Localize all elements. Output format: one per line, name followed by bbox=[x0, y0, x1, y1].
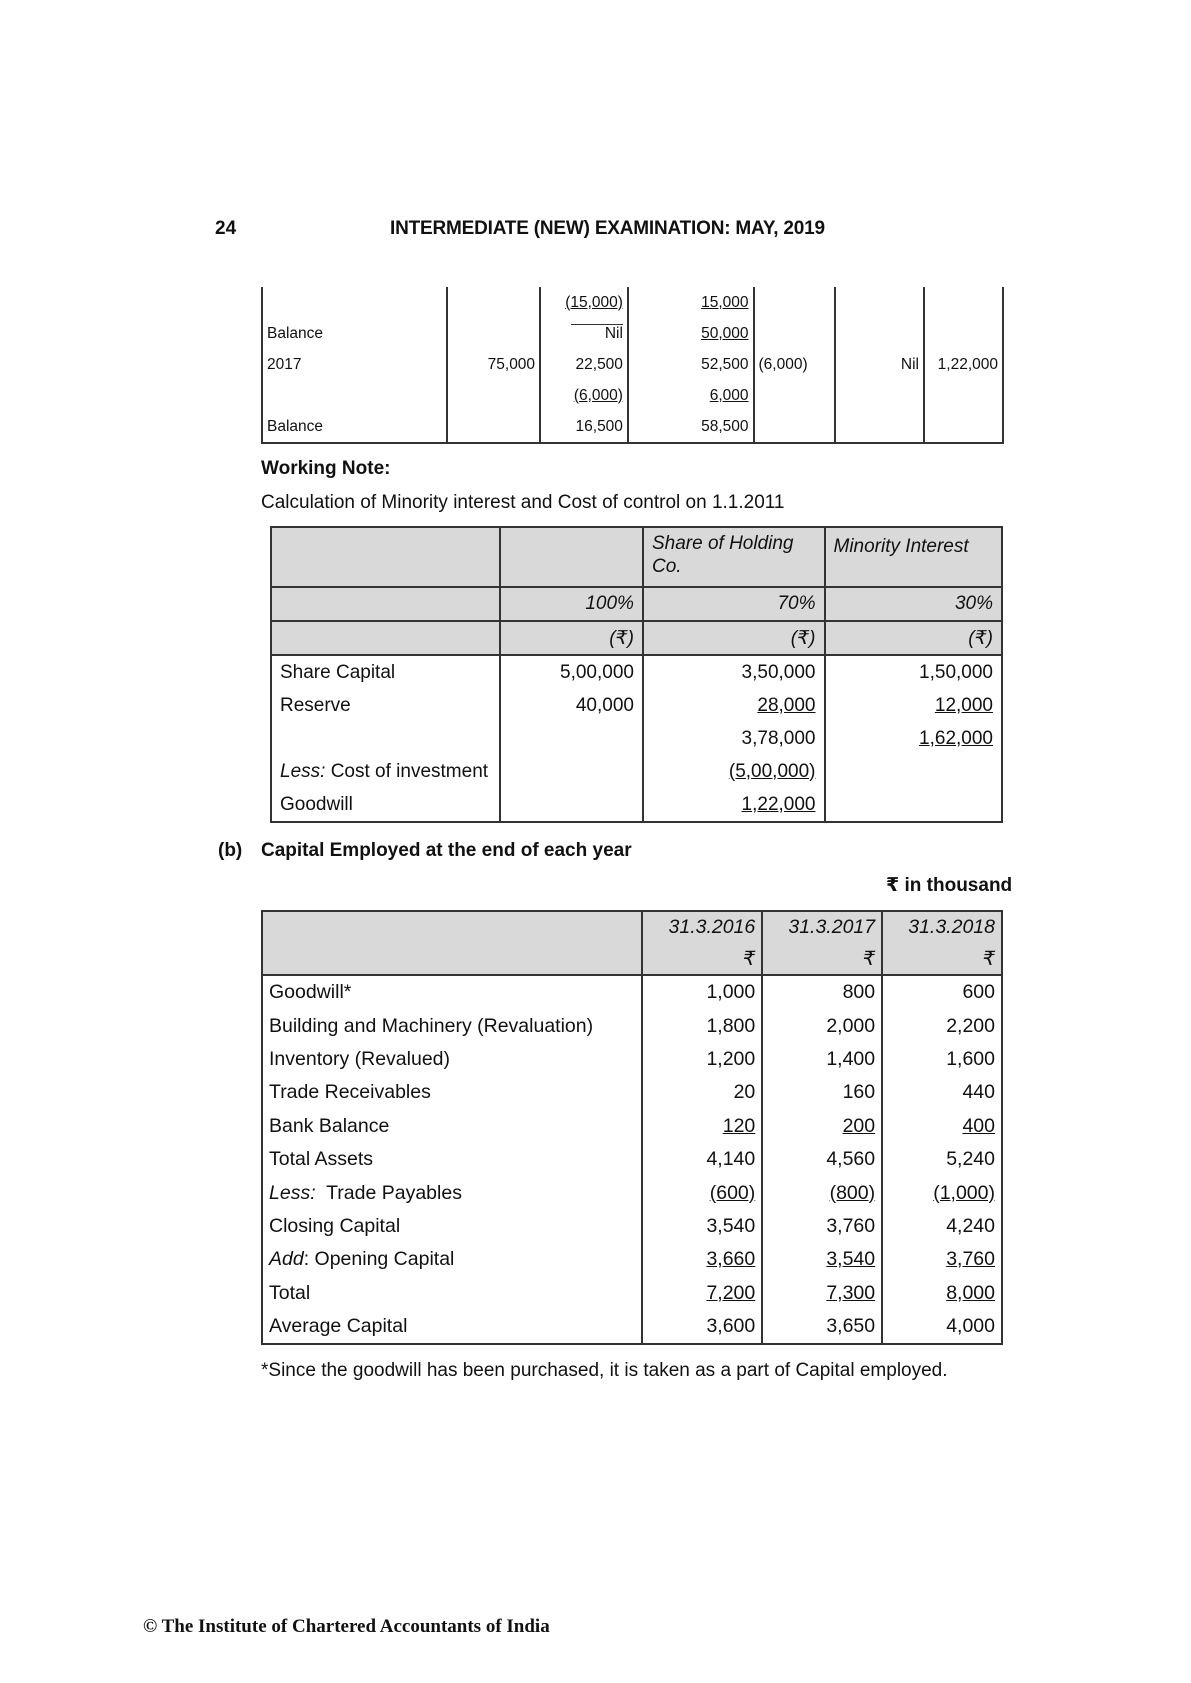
table-cell bbox=[500, 788, 643, 822]
table-cell bbox=[540, 318, 628, 349]
table-cell: 16,500 bbox=[540, 411, 628, 443]
table-cell bbox=[825, 755, 1003, 788]
header-cell: 31.3.2017 bbox=[762, 911, 882, 943]
table-row bbox=[262, 380, 1003, 411]
table-cell: (800) bbox=[762, 1176, 882, 1209]
table-row bbox=[262, 1210, 1002, 1243]
table-cell bbox=[500, 722, 643, 755]
table-cell: 1,50,000 bbox=[825, 655, 1003, 689]
table-row bbox=[262, 411, 1003, 443]
table-cell: 120 bbox=[642, 1110, 762, 1143]
row-label bbox=[262, 1243, 642, 1276]
table-row bbox=[262, 1009, 1002, 1042]
row-label: Total bbox=[262, 1277, 642, 1310]
table-row bbox=[271, 655, 1002, 689]
row-label: Average Capital bbox=[262, 1310, 642, 1344]
row-label-text: : Opening Capital bbox=[303, 1248, 455, 1271]
table-header-row bbox=[271, 587, 1002, 621]
header-cell: 70% bbox=[643, 587, 825, 621]
table-cell bbox=[924, 411, 1003, 443]
row-label bbox=[271, 755, 500, 788]
header-cell bbox=[271, 587, 500, 621]
table-cell bbox=[447, 411, 540, 443]
table-cell: 75,000 bbox=[447, 349, 540, 380]
header-cell: Share of Holding Co. bbox=[643, 527, 825, 587]
table-row bbox=[262, 287, 1003, 318]
header-cell: (₹) bbox=[825, 621, 1003, 655]
minority-interest-table bbox=[270, 526, 1003, 823]
table-cell: 3,650 bbox=[762, 1310, 882, 1344]
capital-employed-table bbox=[261, 910, 1003, 1345]
table-cell bbox=[754, 380, 836, 411]
table-row bbox=[262, 318, 1003, 349]
row-label-text: Cost of investment bbox=[325, 760, 489, 782]
header-cell bbox=[271, 527, 500, 587]
table-cell: 52,500 bbox=[628, 349, 754, 380]
row-label-prefix: Less: bbox=[280, 760, 326, 782]
table-cell: 1,62,000 bbox=[825, 722, 1003, 755]
table-cell bbox=[835, 411, 924, 443]
table-cell bbox=[447, 318, 540, 349]
row-label: Share Capital bbox=[271, 655, 500, 689]
table-cell bbox=[825, 788, 1003, 822]
table-cell: 800 bbox=[762, 975, 882, 1009]
table-row bbox=[262, 1176, 1002, 1209]
unit-label: ₹ in thousand bbox=[886, 875, 1013, 896]
table-cell bbox=[924, 380, 1003, 411]
table-cell: 4,560 bbox=[762, 1143, 882, 1176]
page-number: 24 bbox=[215, 218, 237, 239]
table-row bbox=[271, 722, 1002, 755]
table-cell bbox=[447, 380, 540, 411]
table-header-row bbox=[262, 911, 1002, 943]
header-cell: 31.3.2016 bbox=[642, 911, 762, 943]
table-cell: 1,400 bbox=[762, 1043, 882, 1076]
row-label: Goodwill* bbox=[262, 975, 642, 1009]
table-cell bbox=[500, 755, 643, 788]
table-cell: 5,00,000 bbox=[500, 655, 643, 689]
table-row bbox=[262, 349, 1003, 380]
row-label bbox=[271, 722, 500, 755]
table-cell: Balance bbox=[262, 318, 447, 349]
table-cell: (6,000) bbox=[754, 349, 836, 380]
table-row bbox=[262, 1043, 1002, 1076]
table-cell bbox=[754, 411, 836, 443]
table-cell: (1,000) bbox=[882, 1176, 1002, 1209]
table-cell: 3,50,000 bbox=[643, 655, 825, 689]
table-row bbox=[271, 689, 1002, 722]
table-cell: 400 bbox=[882, 1110, 1002, 1143]
table-cell: Balance bbox=[262, 411, 447, 443]
table-cell: 3,600 bbox=[642, 1310, 762, 1344]
page-header-title: INTERMEDIATE (NEW) EXAMINATION: MAY, 2019 bbox=[390, 218, 825, 239]
table-cell: 58,500 bbox=[628, 411, 754, 443]
table-cell: 7,300 bbox=[762, 1277, 882, 1310]
table-cell: 15,000 bbox=[628, 287, 754, 318]
table-cell bbox=[924, 318, 1003, 349]
header-cell: ₹ bbox=[882, 943, 1002, 975]
table-cell: 1,800 bbox=[642, 1009, 762, 1042]
row-label: Building and Machinery (Revaluation) bbox=[262, 1009, 642, 1042]
table-cell: (5,00,000) bbox=[643, 755, 825, 788]
table-row bbox=[262, 1243, 1002, 1276]
table-row bbox=[271, 755, 1002, 788]
table-cell: 1,22,000 bbox=[643, 788, 825, 822]
header-cell: ₹ bbox=[642, 943, 762, 975]
table-cell bbox=[262, 287, 447, 318]
header-cell: (₹) bbox=[643, 621, 825, 655]
table-cell: 40,000 bbox=[500, 689, 643, 722]
table-cell: 160 bbox=[762, 1076, 882, 1109]
table-cell bbox=[835, 318, 924, 349]
section-label: (b) bbox=[218, 840, 243, 861]
table-cell: 6,000 bbox=[628, 380, 754, 411]
header-cell: 30% bbox=[825, 587, 1003, 621]
table-cell: 4,140 bbox=[642, 1143, 762, 1176]
table-cell: 5,240 bbox=[882, 1143, 1002, 1176]
working-note-subtitle: Calculation of Minority interest and Cost of control on 1.1.2011 bbox=[261, 492, 785, 513]
header-cell: (₹) bbox=[500, 621, 643, 655]
row-label bbox=[262, 1176, 642, 1209]
table-cell: 3,78,000 bbox=[643, 722, 825, 755]
header-cell: Minority Interest bbox=[825, 527, 1003, 587]
table-row bbox=[262, 975, 1002, 1009]
table-cell: 50,000 bbox=[628, 318, 754, 349]
table-row bbox=[262, 1310, 1002, 1344]
header-cell bbox=[271, 621, 500, 655]
row-label-text: Trade Payables bbox=[315, 1181, 462, 1204]
table-cell bbox=[835, 287, 924, 318]
nil-value: Nil bbox=[571, 324, 623, 343]
table-cell: 200 bbox=[762, 1110, 882, 1143]
table-cell: 22,500 bbox=[540, 349, 628, 380]
table-row bbox=[262, 1076, 1002, 1109]
carryover-table bbox=[261, 287, 1004, 444]
section-title: Capital Employed at the end of each year bbox=[261, 840, 632, 861]
table-header-row bbox=[271, 621, 1002, 655]
table-cell: 2,000 bbox=[762, 1009, 882, 1042]
row-label: Goodwill bbox=[271, 788, 500, 822]
table-cell: 2017 bbox=[262, 349, 447, 380]
table-cell: 4,000 bbox=[882, 1310, 1002, 1344]
table-cell: 1,200 bbox=[642, 1043, 762, 1076]
table-cell: 600 bbox=[882, 975, 1002, 1009]
table-cell: (600) bbox=[642, 1176, 762, 1209]
table-cell: 4,240 bbox=[882, 1210, 1002, 1243]
table-row bbox=[262, 1277, 1002, 1310]
table-cell: (6,000) bbox=[540, 380, 628, 411]
table-cell: (15,000) bbox=[540, 287, 628, 318]
header-cell: 100% bbox=[500, 587, 643, 621]
table-cell: 1,22,000 bbox=[924, 349, 1003, 380]
row-label-prefix: Add bbox=[269, 1248, 304, 1271]
row-label: Bank Balance bbox=[262, 1110, 642, 1143]
row-label: Trade Receivables bbox=[262, 1076, 642, 1109]
table-row bbox=[262, 1110, 1002, 1143]
table-cell: 3,660 bbox=[642, 1243, 762, 1276]
row-label: Reserve bbox=[271, 689, 500, 722]
table-cell: Nil bbox=[835, 349, 924, 380]
table-cell bbox=[835, 380, 924, 411]
table-cell: 28,000 bbox=[643, 689, 825, 722]
table-cell: 3,540 bbox=[762, 1243, 882, 1276]
header-cell: 31.3.2018 bbox=[882, 911, 1002, 943]
header-cell bbox=[262, 911, 642, 975]
table-cell: 440 bbox=[882, 1076, 1002, 1109]
table-cell: 8,000 bbox=[882, 1277, 1002, 1310]
working-note-heading: Working Note: bbox=[261, 458, 391, 479]
table-header-row bbox=[271, 527, 1002, 587]
table-cell: 1,000 bbox=[642, 975, 762, 1009]
table-cell: 3,540 bbox=[642, 1210, 762, 1243]
row-label-prefix: Less: bbox=[269, 1181, 316, 1204]
header-cell: ₹ bbox=[762, 943, 882, 975]
table-row bbox=[271, 788, 1002, 822]
row-label: Inventory (Revalued) bbox=[262, 1043, 642, 1076]
table-cell: 7,200 bbox=[642, 1277, 762, 1310]
table-cell: 3,760 bbox=[762, 1210, 882, 1243]
table-cell bbox=[754, 318, 836, 349]
table-cell bbox=[262, 380, 447, 411]
row-label: Closing Capital bbox=[262, 1210, 642, 1243]
header-cell bbox=[500, 527, 643, 587]
table-cell bbox=[754, 287, 836, 318]
table-cell bbox=[924, 287, 1003, 318]
table-cell: 2,200 bbox=[882, 1009, 1002, 1042]
table-cell: 12,000 bbox=[825, 689, 1003, 722]
footnote: *Since the goodwill has been purchased, it is taken as a part of Capital employed. bbox=[261, 1360, 948, 1381]
table-row bbox=[262, 1143, 1002, 1176]
table-cell: 20 bbox=[642, 1076, 762, 1109]
table-cell bbox=[447, 287, 540, 318]
copyright-footer: © The Institute of Chartered Accountants of India bbox=[143, 1616, 550, 1637]
row-label: Total Assets bbox=[262, 1143, 642, 1176]
table-cell: 3,760 bbox=[882, 1243, 1002, 1276]
table-cell: 1,600 bbox=[882, 1043, 1002, 1076]
